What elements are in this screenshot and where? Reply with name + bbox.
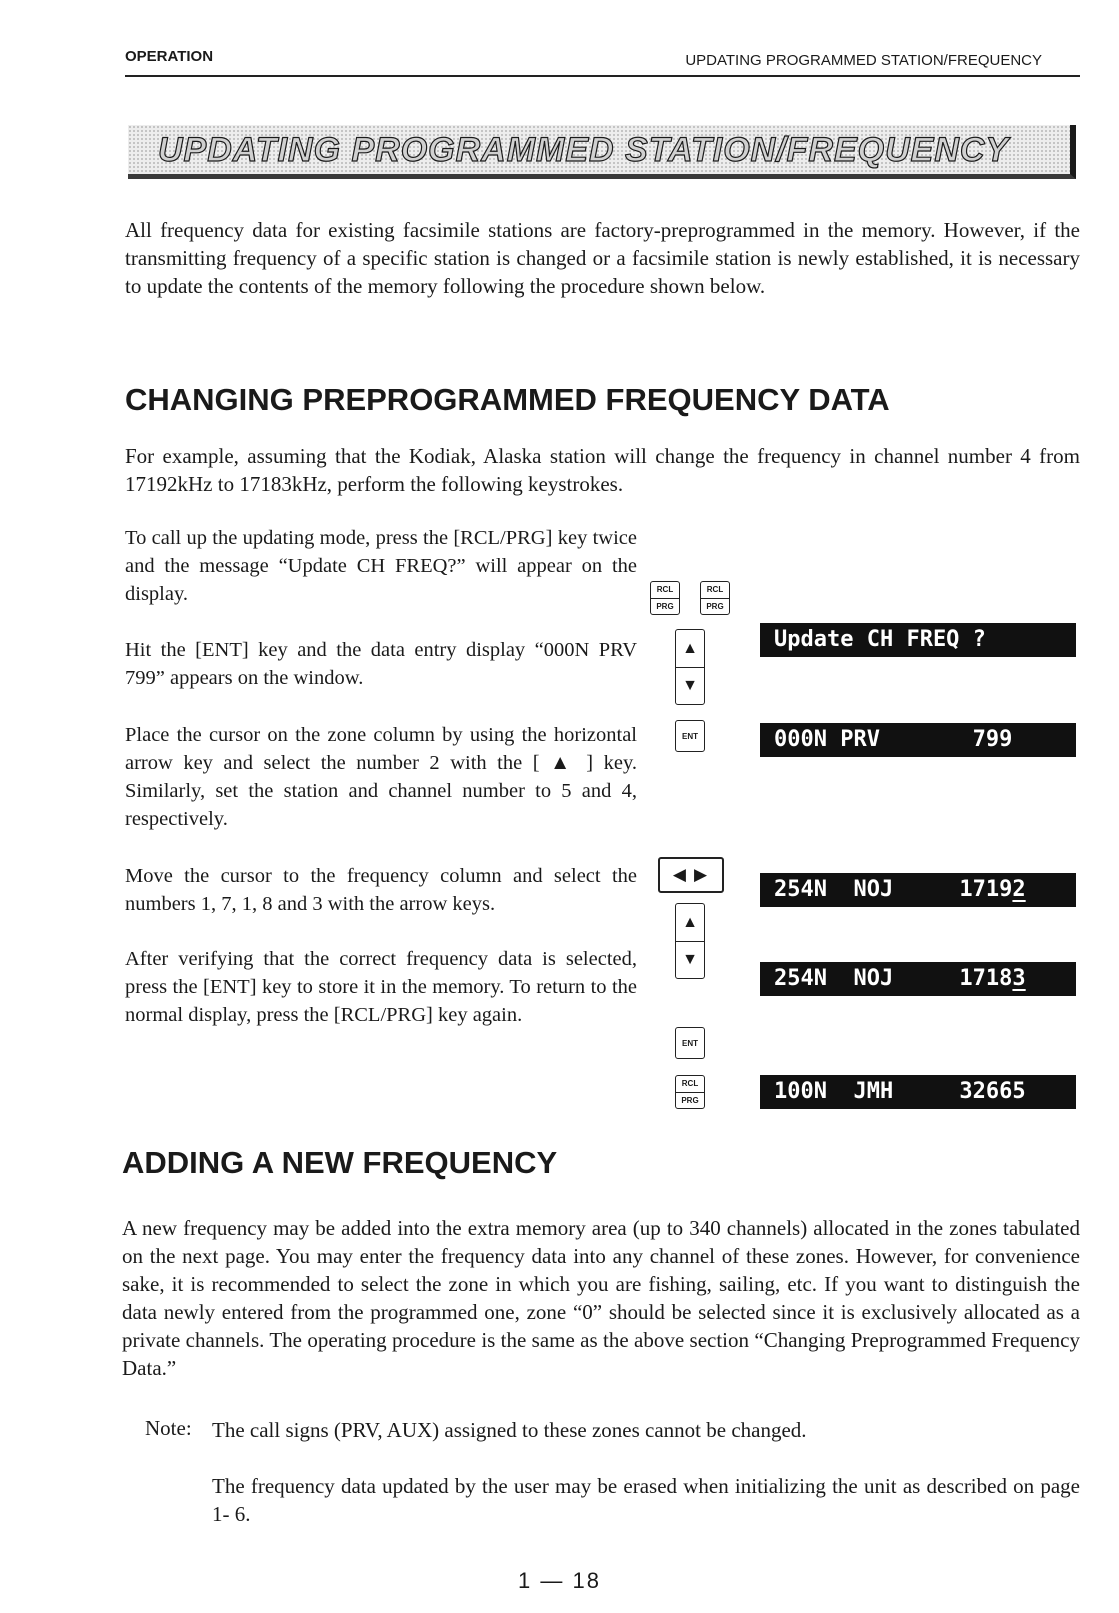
display-100n-jmh: 100N JMH 32665 (760, 1075, 1076, 1109)
prg-label: PRG (706, 601, 724, 611)
display-update-ch-freq: Update CH FREQ ? (760, 623, 1076, 657)
left-right-arrow-key[interactable]: ◀▶ (658, 857, 724, 893)
display-cursor-digit: 2 (1012, 877, 1026, 902)
prg-label: PRG (681, 1095, 699, 1105)
note-label: Note: (145, 1416, 192, 1440)
note-line-2: The frequency data updated by the user may be erased when initializing the unit as described on page 1- 6. (212, 1474, 1080, 1526)
up-arrow-key-2[interactable]: ▲ (675, 903, 705, 941)
step-3: Place the cursor on the zone column by using the horizontal arrow key and select the number 2 with the [ ▲ ] key. Similarly, set the station and channel number to 5 and 4, respectively. (125, 724, 637, 830)
intro-paragraph: All frequency data for existing facsimile stations are factory-preprogrammed in the memory. However, if the transmitting frequency of a specific station is changed or a facsimile station is newly established, it is necessary to update the contents of the memory following the procedure shown below. (125, 218, 1080, 298)
step-1: To call up the updating mode, press the [RCL/PRG] key twice and the message “Update CH FREQ?” will appear on the display. (125, 527, 637, 605)
display-main-text: 254N NOJ 1718 (774, 966, 1013, 991)
section1-example: For example, assuming that the Kodiak, Alaska station will change the frequency in channel number 4 from 17192kHz to 17183kHz, perform the following keystrokes. (125, 444, 1080, 496)
header-section: OPERATION (125, 48, 214, 65)
section2-heading: ADDING A NEW FREQUENCY (122, 1145, 558, 1180)
header-rule (125, 75, 1080, 77)
down-arrow-key-2[interactable]: ▼ (675, 941, 705, 979)
banner-title: UPDATING PROGRAMMED STATION/FREQUENCY (158, 131, 1010, 169)
step-4: Move the cursor to the frequency column and select the numbers 1, 7, 1, 8 and 3 with the arrow keys. (125, 865, 637, 915)
display-000n-prv: 000N PRV 799 (760, 723, 1076, 757)
rcl-prg-key-2[interactable] (700, 581, 730, 615)
section2-body: A new frequency may be added into the extra memory area (up to 340 channels) allocated in the zones tabulated on the next page. You may enter the frequency data into any channel of these zones. However, for convenience sake, it is recommended to select the zone in which you are fishing, sailing, etc. If you want to distinguish the data newly entered from the programmed one, zone “0” should be selected since it is exclusively allocated as a private channels. The operating procedure is the same as the above section “Changing Preprogrammed Frequency Data.” (122, 1216, 1080, 1380)
ent-key-1[interactable]: ENT (675, 720, 705, 752)
step-5: After verifying that the correct frequency data is selected, press the [ENT] key to store it in the memory. To return to the normal display, press the [RCL/PRG] key again. (125, 948, 637, 1026)
rcl-label: RCL (701, 582, 729, 599)
title-banner (128, 125, 1076, 179)
rcl-prg-key-1[interactable] (650, 581, 680, 615)
display-cursor-digit: 3 (1012, 966, 1026, 991)
header-topic: UPDATING PROGRAMMED STATION/FREQUENCY (685, 52, 1042, 69)
down-arrow-key[interactable]: ▼ (675, 667, 705, 705)
up-arrow-key[interactable]: ▲ (675, 629, 705, 667)
display-main-text: 254N NOJ 1719 (774, 877, 1013, 902)
display-254n-17183 (760, 962, 1076, 996)
ent-key-2[interactable]: ENT (675, 1027, 705, 1059)
rcl-label: RCL (676, 1076, 704, 1093)
prg-label: PRG (656, 601, 674, 611)
section1-heading: CHANGING PREPROGRAMMED FREQUENCY DATA (125, 382, 890, 417)
step-2: Hit the [ENT] key and the data entry display “000N PRV 799” appears on the window. (125, 639, 637, 689)
display-254n-17192 (760, 873, 1076, 907)
note-line-1: The call signs (PRV, AUX) assigned to these zones cannot be changed. (212, 1418, 807, 1442)
page-number: 1 — 18 (518, 1568, 601, 1593)
rcl-label: RCL (651, 582, 679, 599)
rcl-prg-key-3[interactable] (675, 1075, 705, 1109)
